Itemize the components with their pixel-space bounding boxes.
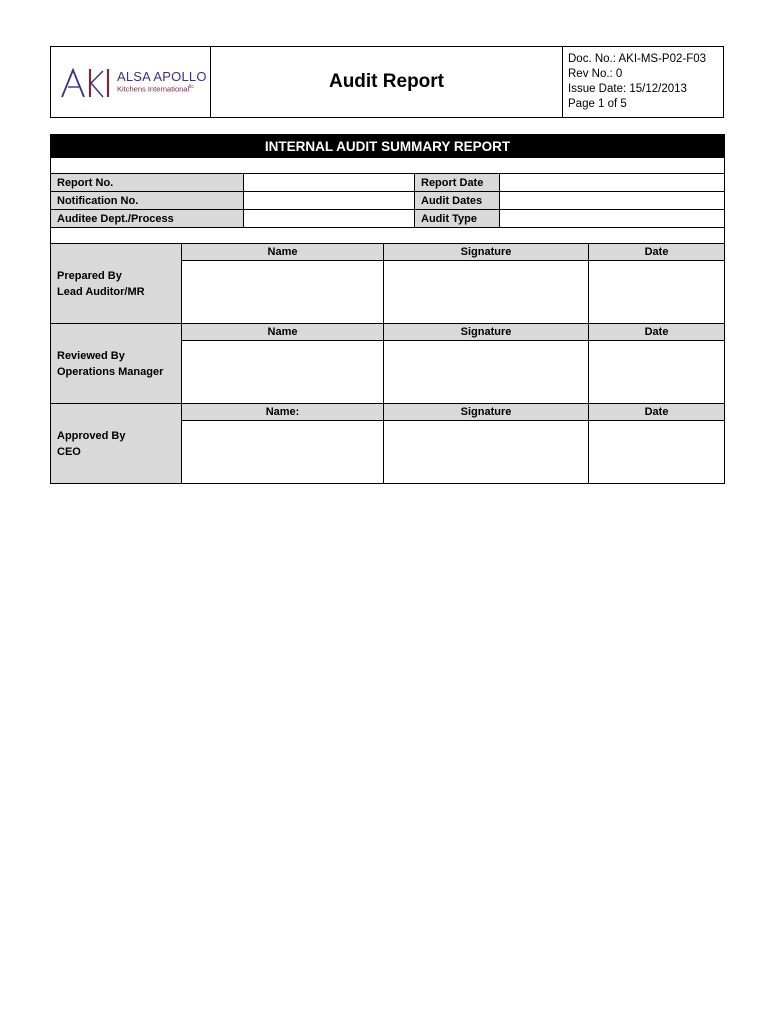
report-no-field[interactable]: [244, 174, 415, 192]
document-title: Audit Report: [211, 47, 563, 118]
table-row: [51, 174, 725, 192]
signoff-header-row: [51, 324, 725, 341]
signature-column-header: Signature: [384, 324, 589, 341]
prepared-by-signature-field[interactable]: [384, 261, 589, 324]
prepared-by-name-field[interactable]: [182, 261, 384, 324]
notification-no-field[interactable]: [244, 192, 415, 210]
logo-cell: [51, 47, 211, 118]
reviewed-by-date-field[interactable]: [589, 341, 725, 404]
auditee-label: Auditee Dept./Process: [51, 210, 244, 228]
date-column-header: Date: [589, 324, 725, 341]
logo-subtitle: Kitchens International$^{llc}$: [117, 84, 194, 94]
audit-type-field[interactable]: [500, 210, 725, 228]
audit-dates-label: Audit Dates: [415, 192, 500, 210]
reviewed-by-label: Reviewed By Operations Manager: [51, 324, 182, 404]
document-header: [50, 46, 724, 118]
issue-date: Issue Date: 15/12/2013: [568, 83, 687, 95]
report-date-label: Report Date: [415, 174, 500, 192]
approved-by-label: Approved By CEO: [51, 404, 182, 484]
reviewed-by-signature-field[interactable]: [384, 341, 589, 404]
signoff-header-row: [51, 404, 725, 421]
page-number: Page 1 of 5: [568, 98, 627, 110]
summary-banner-row: [51, 135, 725, 158]
prepared-by-date-field[interactable]: [589, 261, 725, 324]
approved-by-name-field[interactable]: [182, 421, 384, 484]
logo-name: ALSA APOLLO: [117, 69, 207, 85]
doc-number: Doc. No.: AKI-MS-P02-F03: [568, 53, 707, 65]
aki-logo-icon: [60, 65, 114, 99]
signature-column-header: Signature: [384, 244, 589, 261]
date-column-header: Date: [589, 244, 725, 261]
date-column-header: Date: [589, 404, 725, 421]
audit-summary-table: [50, 134, 725, 484]
auditee-field[interactable]: [244, 210, 415, 228]
company-logo: [51, 65, 210, 99]
table-row: [51, 192, 725, 210]
name-column-header: Name: [182, 244, 384, 261]
approved-by-signature-field[interactable]: [384, 421, 589, 484]
table-row: [51, 210, 725, 228]
name-column-header: Name: [182, 324, 384, 341]
report-no-label: Report No.: [51, 174, 244, 192]
signoff-header-row: [51, 244, 725, 261]
notification-no-label: Notification No.: [51, 192, 244, 210]
audit-type-label: Audit Type: [415, 210, 500, 228]
signature-column-header: Signature: [384, 404, 589, 421]
rev-number: Rev No.: 0: [568, 68, 623, 80]
report-date-field[interactable]: [500, 174, 725, 192]
audit-dates-field[interactable]: [500, 192, 725, 210]
document-meta: [563, 47, 724, 118]
prepared-by-label: Prepared By Lead Auditor/MR: [51, 244, 182, 324]
summary-banner: INTERNAL AUDIT SUMMARY REPORT: [51, 135, 725, 158]
reviewed-by-name-field[interactable]: [182, 341, 384, 404]
approved-by-date-field[interactable]: [589, 421, 725, 484]
name-column-header: Name:: [182, 404, 384, 421]
